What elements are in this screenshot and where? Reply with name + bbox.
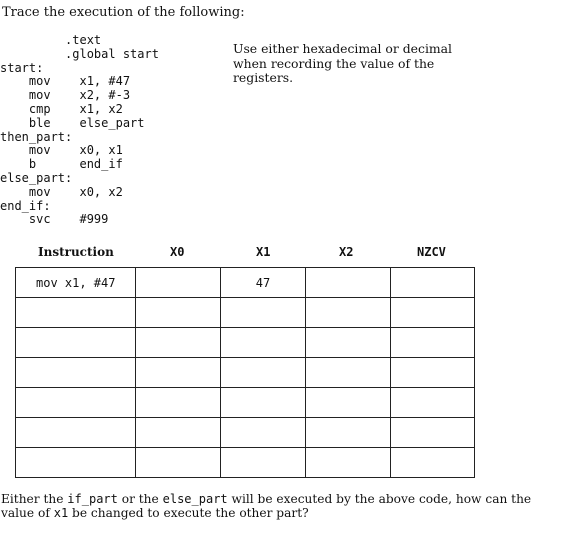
cell-value bbox=[16, 388, 135, 396]
x0-cell[interactable] bbox=[136, 358, 221, 388]
prompt-text: Trace the execution of the following: bbox=[2, 5, 245, 20]
code-line: mov x0, x2 bbox=[0, 184, 123, 199]
cell-value bbox=[306, 388, 390, 396]
table-row bbox=[16, 418, 475, 448]
code-line: mov x0, x1 bbox=[0, 143, 123, 158]
cell-value bbox=[391, 328, 474, 336]
instruction-cell[interactable] bbox=[16, 268, 136, 298]
nzcv-cell[interactable] bbox=[391, 388, 475, 418]
nzcv-cell[interactable] bbox=[391, 328, 475, 358]
question-part4: be changed to execute the other part? bbox=[68, 506, 309, 520]
cell-value bbox=[391, 448, 474, 456]
cell-value bbox=[306, 298, 390, 306]
cell-value bbox=[136, 358, 220, 366]
instruction-cell[interactable] bbox=[16, 418, 136, 448]
nzcv-cell[interactable] bbox=[391, 418, 475, 448]
x1-cell[interactable] bbox=[221, 418, 306, 448]
header-instruction: Instruction bbox=[38, 245, 114, 259]
cell-value bbox=[136, 298, 220, 306]
x1-cell[interactable] bbox=[221, 268, 306, 298]
cell-value bbox=[221, 358, 305, 366]
cell-value bbox=[391, 418, 474, 426]
cell-value bbox=[391, 358, 474, 366]
table-row bbox=[16, 298, 475, 328]
x2-cell[interactable] bbox=[306, 388, 391, 418]
instruction-cell[interactable] bbox=[16, 448, 136, 478]
table-row bbox=[16, 388, 475, 418]
cell-value bbox=[136, 328, 220, 336]
cell-value bbox=[221, 448, 305, 456]
instruction-cell[interactable] bbox=[16, 388, 136, 418]
cell-value bbox=[16, 358, 135, 366]
nzcv-cell[interactable] bbox=[391, 448, 475, 478]
x0-cell[interactable] bbox=[136, 328, 221, 358]
x0-cell[interactable] bbox=[136, 418, 221, 448]
x2-cell[interactable] bbox=[306, 268, 391, 298]
code-line: b end_if bbox=[0, 157, 123, 172]
cell-value bbox=[16, 418, 135, 426]
nzcv-cell[interactable] bbox=[391, 298, 475, 328]
nzcv-cell[interactable] bbox=[391, 358, 475, 388]
cell-value bbox=[221, 418, 305, 426]
cell-value bbox=[136, 418, 220, 426]
x2-cell[interactable] bbox=[306, 328, 391, 358]
trace-table-header bbox=[0, 245, 568, 261]
code-line: .global start bbox=[0, 46, 159, 61]
header-x2: X2 bbox=[339, 245, 354, 259]
x2-cell[interactable] bbox=[306, 358, 391, 388]
code-line: start: bbox=[0, 60, 44, 75]
cell-value bbox=[221, 388, 305, 396]
x1-cell[interactable] bbox=[221, 298, 306, 328]
question-part1: Either the bbox=[1, 492, 68, 506]
code-line: else_part: bbox=[0, 170, 73, 185]
table-row bbox=[16, 358, 475, 388]
question-if-part: if_part bbox=[67, 492, 118, 506]
x0-cell[interactable] bbox=[136, 448, 221, 478]
code-line: svc #999 bbox=[0, 212, 109, 227]
instruction-cell[interactable] bbox=[16, 298, 136, 328]
cell-value bbox=[391, 388, 474, 396]
cell-value bbox=[136, 448, 220, 456]
code-line: cmp x1, x2 bbox=[0, 101, 123, 116]
code-line: mov x1, #47 bbox=[0, 74, 131, 89]
register-format-note: Use either hexadecimal or decimal when recording the value of the registers. bbox=[233, 41, 453, 86]
x0-cell[interactable] bbox=[136, 388, 221, 418]
question-else-part: else_part bbox=[162, 492, 228, 506]
cell-value bbox=[136, 388, 220, 396]
table-row bbox=[16, 448, 475, 478]
table-row bbox=[16, 328, 475, 358]
cell-value bbox=[306, 328, 390, 336]
cell-value bbox=[306, 358, 390, 366]
question-part2: or the bbox=[117, 492, 163, 506]
header-x0: X0 bbox=[170, 245, 185, 259]
table-row bbox=[16, 268, 475, 298]
cell-value bbox=[221, 298, 305, 306]
cell-value: 47 bbox=[255, 276, 271, 290]
header-nzcv: NZCV bbox=[417, 245, 446, 259]
assembly-code-block bbox=[0, 34, 159, 227]
x2-cell[interactable] bbox=[306, 418, 391, 448]
code-line: mov x2, #-3 bbox=[0, 88, 131, 103]
cell-value bbox=[16, 328, 135, 336]
instruction-cell[interactable] bbox=[16, 358, 136, 388]
trace-table bbox=[15, 267, 475, 478]
x1-cell[interactable] bbox=[221, 448, 306, 478]
x2-cell[interactable] bbox=[306, 448, 391, 478]
code-line: .text bbox=[0, 33, 102, 47]
cell-value bbox=[136, 268, 220, 276]
cell-value bbox=[306, 418, 390, 426]
code-line: end_if: bbox=[0, 198, 51, 213]
cell-value bbox=[221, 328, 305, 336]
cell-value bbox=[306, 268, 390, 276]
header-x1: X1 bbox=[256, 245, 271, 259]
x0-cell[interactable] bbox=[136, 268, 221, 298]
x1-cell[interactable] bbox=[221, 388, 306, 418]
question-part3: will be executed by the above code, how can the value of bbox=[1, 492, 532, 520]
code-line: then_part: bbox=[0, 129, 73, 144]
nzcv-cell[interactable] bbox=[391, 268, 475, 298]
code-line: ble else_part bbox=[0, 115, 145, 130]
cell-value bbox=[16, 448, 135, 456]
cell-value bbox=[391, 298, 474, 306]
question-register: x1 bbox=[53, 506, 69, 520]
instruction-cell[interactable] bbox=[16, 328, 136, 358]
x0-cell[interactable] bbox=[136, 298, 221, 328]
question-text bbox=[1, 492, 567, 520]
cell-value bbox=[306, 448, 390, 456]
cell-value bbox=[391, 268, 474, 276]
cell-value: mov x1, #47 bbox=[36, 276, 116, 290]
cell-value bbox=[16, 298, 135, 306]
x2-cell[interactable] bbox=[306, 298, 391, 328]
x1-cell[interactable] bbox=[221, 358, 306, 388]
x1-cell[interactable] bbox=[221, 328, 306, 358]
